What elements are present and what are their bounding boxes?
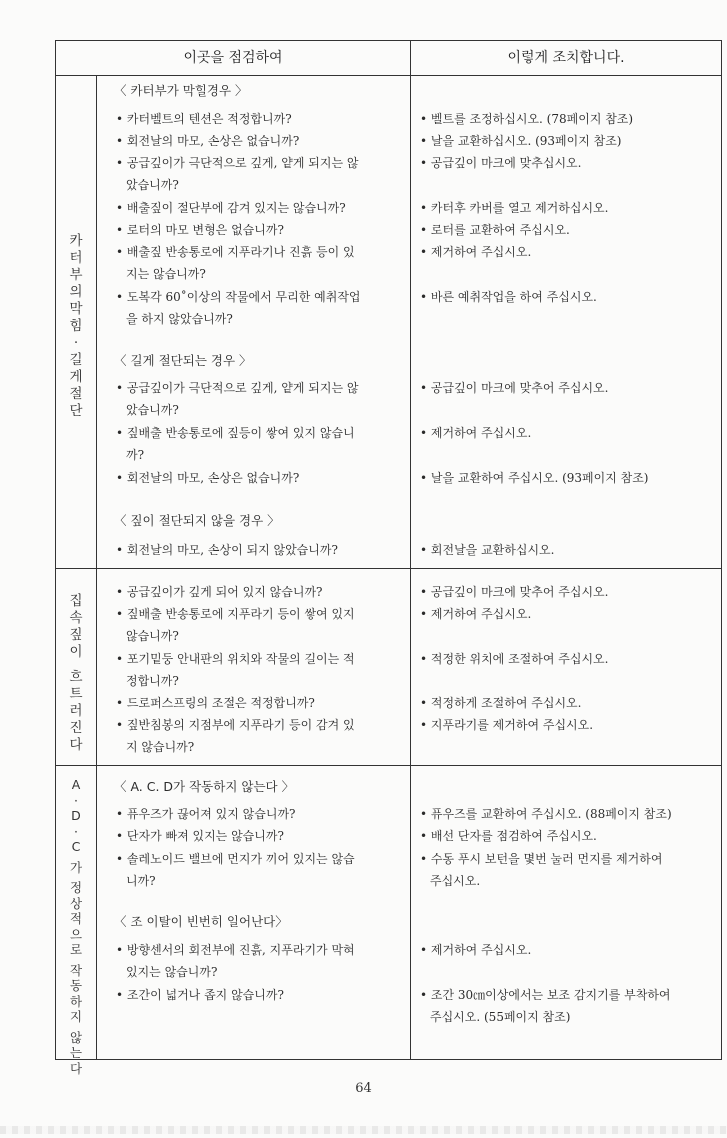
row-divider-1: [56, 568, 721, 569]
check-item: • 로터의 마모 변형은 없습니까?: [116, 222, 284, 238]
check-item-cont: 니까?: [126, 874, 156, 888]
check-item: • 솔레노이드 밸브에 먼지가 끼어 있지는 않습: [116, 851, 355, 867]
check-item: • 퓨우즈가 끊어져 있지 않습니까?: [116, 806, 295, 822]
action-item: • 공급깊이 마크에 맞추어 주십시오.: [420, 380, 608, 396]
subheading: 〈 길게 절단되는 경우 〉: [114, 353, 252, 368]
subheading: 〈 A. C. D가 작동하지 않는다 〉: [114, 779, 295, 794]
action-item: • 회전날을 교환하십시오.: [420, 542, 554, 558]
check-item: • 배출짚 반송통로에 지푸라기나 진흙 등이 있: [116, 244, 355, 260]
action-item: • 로터를 교환하여 주십시오.: [420, 222, 570, 238]
action-item: • 퓨우즈를 교환하여 주십시오. (88페이지 참조): [420, 806, 672, 822]
check-item: • 회전날의 마모, 손상은 없습니까?: [116, 470, 299, 486]
action-item: • 적정하게 조절하여 주십시오.: [420, 695, 581, 711]
check-item: • 짚배출 반송통로에 짚등이 쌓여 있지 않습니: [116, 425, 355, 441]
action-item: • 제거하여 주십시오.: [420, 606, 531, 622]
row-divider-2: [56, 765, 721, 766]
side-column-divider: [96, 75, 97, 1059]
action-item: • 제거하여 주십시오.: [420, 942, 531, 958]
subheading: 〈 조 이탈이 빈번히 일어난다〉: [114, 914, 288, 929]
action-item: • 카터후 카버를 열고 제거하십시오.: [420, 200, 608, 216]
section-1-label: 카 터 부 의 막 힘 · 길 게 절 단: [69, 233, 83, 419]
check-item-cont: 지는 않습니까?: [126, 267, 206, 281]
check-item-cont: 않습니까?: [126, 629, 179, 643]
subheading: 〈 카터부가 막힐경우 〉: [114, 83, 248, 98]
subheading: 〈 짚이 절단되지 않을 경우 〉: [114, 513, 280, 528]
check-item-cont: 았습니까?: [126, 403, 179, 417]
section-3-label: A · D · C 가 정 상 적 으 로 작 동 하 지 않 는 다: [69, 777, 83, 1076]
header-divider: [56, 75, 721, 76]
check-item: • 짚배출 반송통로에 지푸라기 등이 쌓여 있지: [116, 606, 355, 622]
header-action: 이렇게 조치합니다.: [507, 50, 625, 66]
action-item: • 수동 푸시 보턴을 몇번 눌러 먼지를 제거하여: [420, 851, 662, 867]
action-item: • 공급깊이 마크에 맞추어 주십시오.: [420, 584, 608, 600]
check-item: • 조간이 넓거나 좁지 않습니까?: [116, 987, 284, 1003]
check-item: • 공급깊이가 극단적으로 깊게, 얕게 되지는 않: [116, 155, 358, 171]
page-number: 64: [355, 1081, 372, 1096]
action-item: • 제거하여 주십시오.: [420, 425, 531, 441]
check-item: • 공급깊이가 극단적으로 깊게, 얕게 되지는 않: [116, 380, 358, 396]
check-item: • 단자가 빠져 있지는 않습니까?: [116, 828, 284, 844]
check-item-cont: 지 않습니까?: [126, 740, 195, 754]
column-divider: [410, 41, 411, 1059]
check-item-cont: 정합니까?: [126, 674, 179, 688]
action-item-cont: 주십시오. (55페이지 참조): [430, 1010, 571, 1024]
action-item: • 제거하여 주십시오.: [420, 244, 531, 260]
check-item: • 카터벨트의 텐션은 적정합니까?: [116, 111, 292, 127]
check-item: • 도복각 60˚이상의 작물에서 무리한 예취작업: [116, 289, 361, 305]
check-item-cont: 까?: [126, 448, 145, 462]
action-item: • 벨트를 조정하십시오. (78페이지 참조): [420, 111, 633, 127]
check-item: • 드로퍼스프링의 조절은 적정합니까?: [116, 695, 315, 711]
check-item: • 방향센서의 회전부에 진흙, 지푸라기가 막혀: [116, 942, 355, 958]
action-item: • 날을 교환하십시오. (93페이지 참조): [420, 133, 622, 149]
troubleshooting-table: [55, 40, 722, 1076]
check-item: • 공급깊이가 깊게 되어 있지 않습니까?: [116, 584, 322, 600]
check-item-cont: 을 하지 않았습니까?: [126, 312, 233, 326]
action-item: • 조간 30㎝이상에서는 보조 감지기를 부착하여: [420, 987, 671, 1003]
section-2-label: 집 속 짚 이 흐 트 러 진 다: [69, 593, 83, 753]
action-item-cont: 주십시오.: [430, 874, 481, 888]
header-check: 이곳을 점검하여: [183, 50, 283, 66]
action-item: • 날을 교환하여 주십시오. (93페이지 참조): [420, 470, 649, 486]
scan-edge: [0, 1126, 727, 1134]
check-item: • 포기밑둥 안내판의 위치와 작물의 길이는 적: [116, 651, 355, 667]
check-item-cont: 있지는 않습니까?: [126, 965, 218, 979]
action-item: • 바른 예취작업을 하여 주십시오.: [420, 289, 597, 305]
check-item: • 배출짚이 절단부에 감겨 있지는 않습니까?: [116, 200, 346, 216]
check-item: • 회전날의 마모, 손상이 되지 않았습니까?: [116, 542, 338, 558]
action-item: • 지푸라기를 제거하여 주십시오.: [420, 717, 593, 733]
check-item: • 회전날의 마모, 손상은 없습니까?: [116, 133, 299, 149]
action-item: • 공급깊이 마크에 맞추십시오.: [420, 155, 581, 171]
check-item-cont: 았습니까?: [126, 178, 179, 192]
action-item: • 배선 단자를 점검하여 주십시오.: [420, 828, 597, 844]
check-item: • 짚반침봉의 지점부에 지푸라기 등이 감겨 있: [116, 717, 355, 733]
action-item: • 적정한 위치에 조절하여 주십시오.: [420, 651, 608, 667]
